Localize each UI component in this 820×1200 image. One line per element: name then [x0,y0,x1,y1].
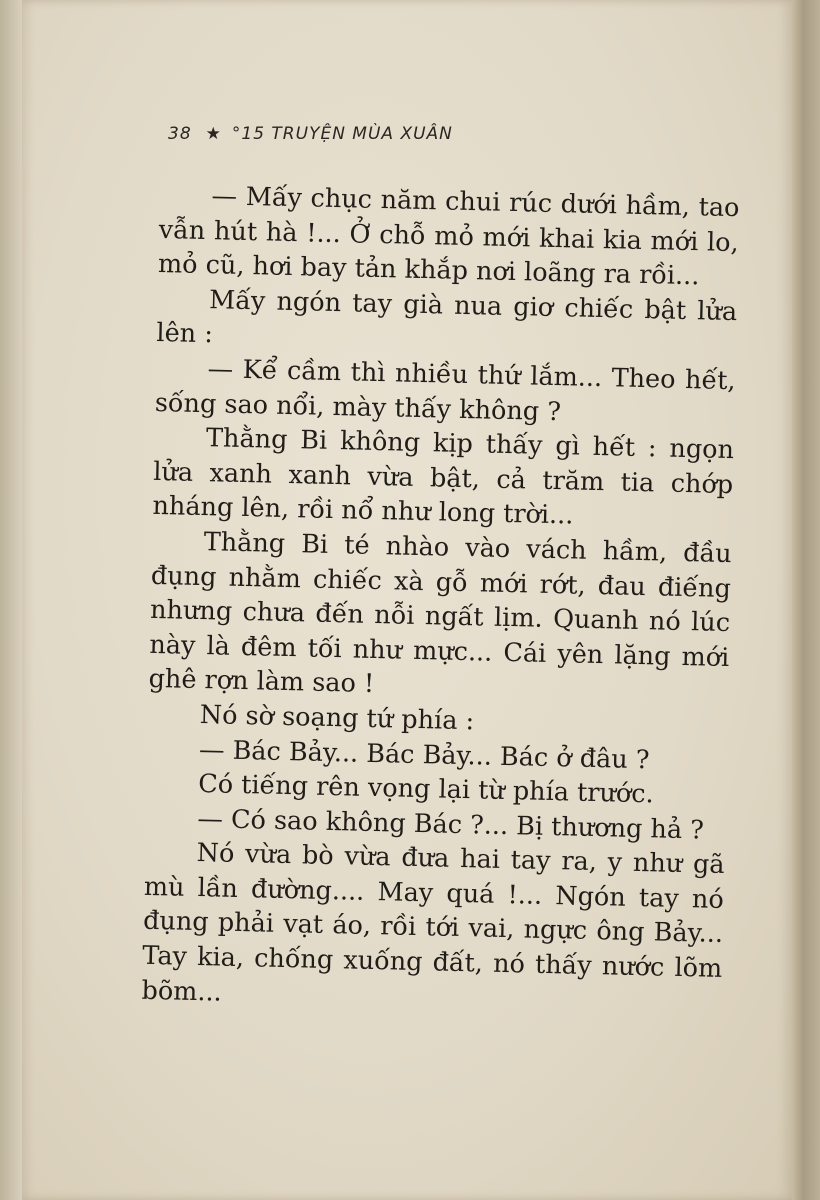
book-title: °15 TRUYỆN MÙA XUÂN [231,124,453,144]
book-spine-left [0,0,22,1200]
paragraph: Thằng Bi té nhào vào vách hầm, đầu đụng nhằm chiếc xà gỗ mới rớt, đau điếng nhưng chưa đến nỗi ngất lịm. Quanh nó lúc này là đêm tối như mực... Cái yên lặng mới ghê rợn làm sao ! [148,527,732,700]
paragraph: Mấy ngón tay già nua giơ chiếc bật lửa lên : [156,284,738,350]
paragraph: — Mấy chục năm chui rúc dưới hầm, tao vẫn hút hà !... Ở chỗ mỏ mới khai kia mới lo, mỏ cũ, hơi bay tản khắp nơi loãng ra rồi... [157,181,740,292]
page-number: 38 [168,124,192,144]
paragraph: Nó vừa bò vừa đưa hai tay ra, y như gã mù lần đường.... May quá !... Ngón tay nó đụng phải vạt áo, rồi tới vai, ngực ông Bảy... Tay kia, chống xuống đất, nó thấy nước lõm bõm... [141,838,725,1008]
running-header [168,124,453,144]
paragraph: — Bác Bảy... Bác Bảy... Bác ở đâu ? [198,734,650,775]
paragraph: Thằng Bi không kịp thấy gì hết : ngọn lửa xanh xanh vừa bật, cả trăm tia chớp nháng lên, rồi nổ như long trời... [152,423,735,531]
paragraph: — Có sao không Bác ?... Bị thương hả ? [197,803,705,846]
paragraph: Có tiếng rên vọng lại từ phía trước. [197,769,655,810]
page-edge-right [792,0,820,1200]
paragraph: Nó sờ soạng tứ phía : [199,699,475,737]
story-text [141,178,740,1021]
star-icon: ★ [205,124,222,144]
paragraph: — Kể cầm thì nhiều thứ lắm... Theo hết, sống sao nổi, mày thấy không ? [154,354,736,427]
